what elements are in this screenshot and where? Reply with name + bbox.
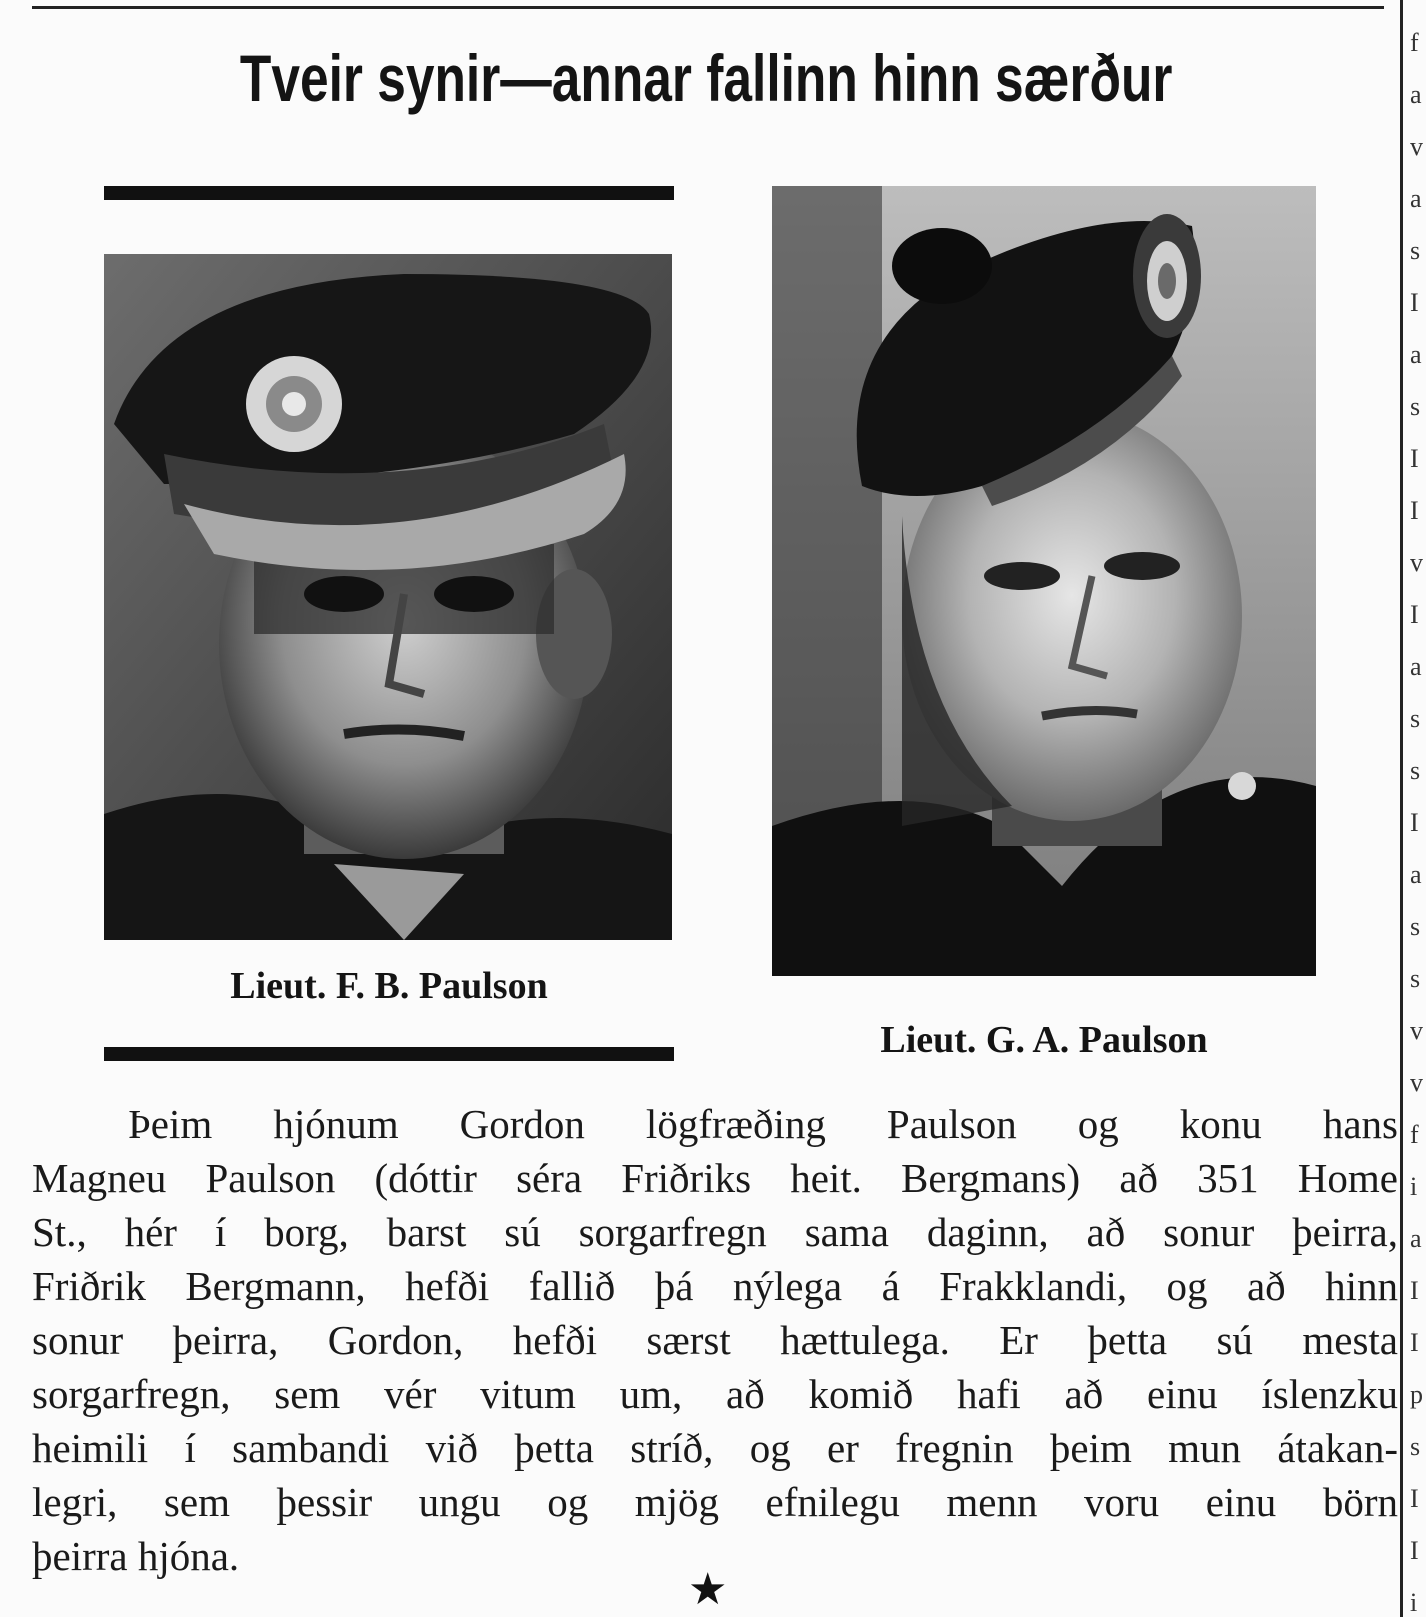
body-line: legri, sem þessir ungu og mjög efnilegu menn voru einu börn: [32, 1479, 1398, 1525]
adjacent-glyph: a: [1410, 80, 1422, 109]
adjacent-glyph: I: [1410, 496, 1419, 525]
portrait-fb-paulson-icon: [104, 254, 672, 940]
adjacent-glyph: i: [1410, 1588, 1418, 1617]
body-line: Friðrik Bergmann, hefði fallið þá nýlega á Frakklandi, og að hinn: [32, 1263, 1398, 1309]
adjacent-glyph: v: [1410, 548, 1423, 577]
photo-caption-left: Lieut. F. B. Paulson: [230, 965, 548, 1007]
adjacent-glyph: a: [1410, 184, 1422, 213]
adjacent-glyph: v: [1410, 1016, 1423, 1045]
body-line: Magneu Paulson (dóttir séra Friðriks heit. Bergmans) að 351 Home: [32, 1155, 1398, 1201]
photo-frame-bar-bottom: [104, 1047, 674, 1061]
adjacent-glyph: a: [1410, 1224, 1422, 1253]
portrait-ga-paulson-icon: [772, 186, 1316, 976]
body-line: sonur þeirra, Gordon, hefði særst hættulega. Er þetta sú mesta: [32, 1317, 1398, 1363]
adjacent-glyph: I: [1410, 1328, 1419, 1357]
column-rule: [1400, 0, 1403, 1617]
adjacent-glyph: I: [1410, 808, 1419, 837]
adjacent-glyph: I: [1410, 1536, 1419, 1565]
adjacent-glyph: s: [1410, 704, 1421, 733]
adjacent-glyph: s: [1410, 236, 1421, 265]
adjacent-glyph: s: [1410, 392, 1421, 421]
portrait-photo-ga-paulson: [772, 186, 1316, 976]
body-line: St., hér í borg, barst sú sorgarfregn sama daginn, að sonur þeirra,: [32, 1209, 1398, 1255]
article-body: [32, 1097, 1398, 1583]
adjacent-glyph: s: [1410, 1432, 1421, 1461]
adjacent-glyph: s: [1410, 756, 1421, 785]
adjacent-glyph: I: [1410, 1276, 1419, 1305]
body-line: sorgarfregn, sem vér vitum um, að komið hafi að einu íslenzku: [32, 1371, 1398, 1417]
adjacent-column-clip: [1410, 0, 1426, 1617]
adjacent-glyph: a: [1410, 340, 1422, 369]
adjacent-glyph: I: [1410, 600, 1419, 629]
adjacent-glyph: s: [1410, 964, 1421, 993]
adjacent-glyph: I: [1410, 1484, 1419, 1513]
adjacent-glyph: a: [1410, 860, 1422, 889]
body-line: heimili í sambandi við þetta stríð, og er fregnin þeim mun átakan-: [32, 1425, 1398, 1471]
body-line: þeirra hjóna.: [32, 1533, 240, 1579]
adjacent-glyph: p: [1410, 1380, 1423, 1409]
adjacent-glyph: v: [1410, 132, 1423, 161]
photo-frame-bar-top: [104, 186, 674, 200]
portrait-photo-fb-paulson: [104, 254, 672, 940]
adjacent-glyph: a: [1410, 652, 1422, 681]
adjacent-glyph: f: [1410, 28, 1419, 57]
adjacent-glyph: s: [1410, 912, 1421, 941]
end-star-icon: ★: [688, 1565, 728, 1614]
top-rule: [32, 6, 1384, 9]
adjacent-glyph: I: [1410, 444, 1419, 473]
headline: Tveir synir—annar fallinn hinn særður: [239, 41, 1173, 115]
adjacent-glyph: f: [1410, 1120, 1419, 1149]
adjacent-glyph: I: [1410, 288, 1419, 317]
body-line: Þeim hjónum Gordon lögfræðing Paulson og konu hans: [128, 1101, 1398, 1147]
adjacent-glyph: v: [1410, 1068, 1423, 1097]
photo-caption-right: Lieut. G. A. Paulson: [880, 1019, 1208, 1061]
adjacent-glyph: i: [1410, 1172, 1418, 1201]
